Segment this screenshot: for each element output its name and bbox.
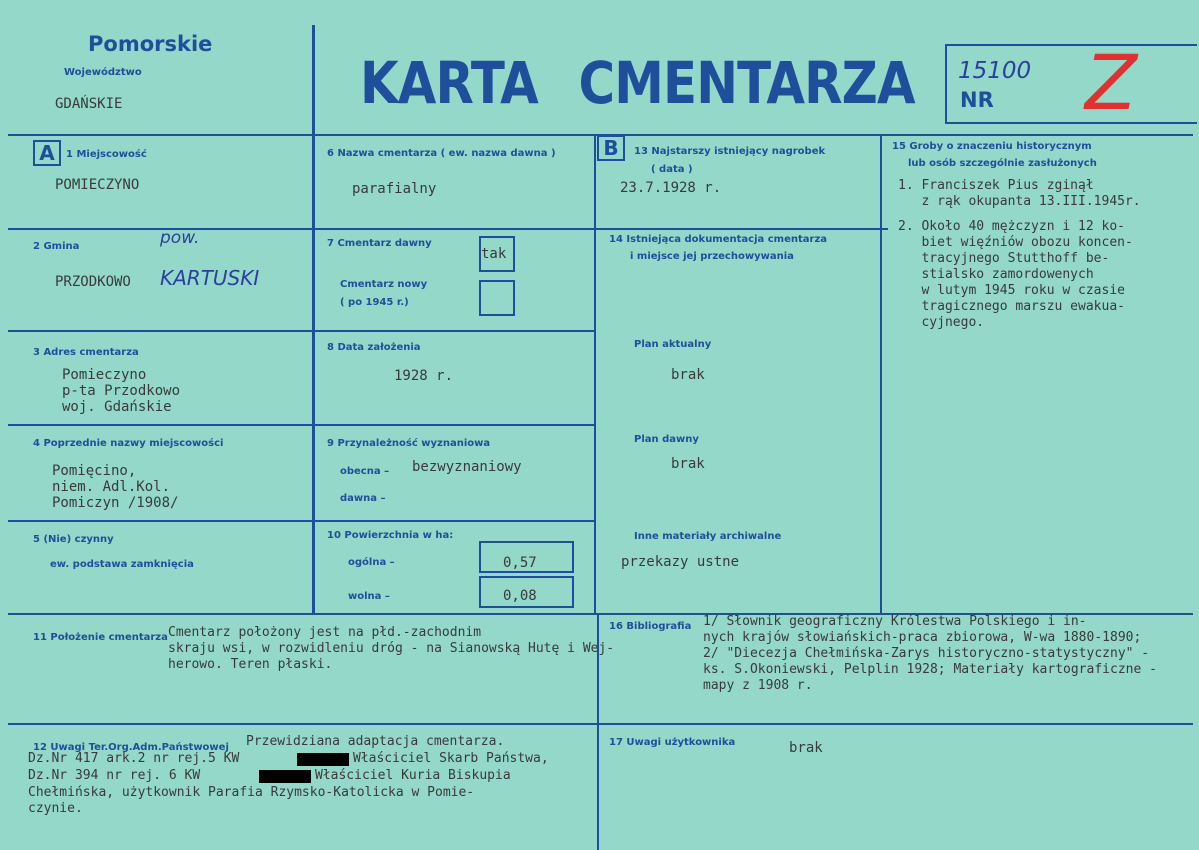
divider: [8, 723, 1193, 725]
field-15-sub: lub osób szczególnie zasłużonych: [908, 158, 1097, 169]
divider: [8, 228, 888, 230]
field-15-entry: 1. Franciszek Pius zginął z rąk okupanta 13.III.1945r.: [898, 178, 1141, 209]
card-number-box: [945, 38, 1197, 127]
field-1-value: POMIECZYNO: [55, 177, 140, 193]
field-9-label: 9 Przynależność wyznaniowa: [327, 438, 491, 449]
field-8-label: 8 Data założenia: [327, 342, 421, 353]
field-7-value: tak: [481, 246, 507, 262]
other-materials-label: Inne materiały archiwalne: [634, 531, 782, 542]
field-12-line3a: Dz.Nr 394 nr rej. 6 KW: [28, 768, 201, 783]
field-13-label: 13 Najstarszy istniejący nagrobek: [634, 146, 826, 157]
field-2-value: PRZODKOWO: [55, 274, 131, 290]
voivodeship-name: Pomorskie: [88, 32, 213, 56]
field-7b-label: Cmentarz nowy: [340, 279, 428, 290]
field-4-label: 4 Poprzednie nazwy miejscowości: [33, 438, 224, 449]
field-9-current-value: bezwyznaniowy: [412, 459, 522, 475]
section-b-marker: B: [597, 135, 625, 161]
field-16-value: 1/ Słownik geograficzny Królestwa Polskiego i in- nych krajów słowiańskich-praca zbiorowa, W-wa 1880-1890; 2/ "Diecezja Chełmińska-Zarys historyczno-statystyczny" - ks. S.Okoniewski, Pelplin 1928; Materiały kartograficzne - mapy z 1908 r.: [703, 614, 1157, 693]
field-7b-checkbox: [479, 280, 515, 316]
field-10-label: 10 Powierzchnia w ha:: [327, 530, 454, 541]
voivodeship-value: GDAŃSKIE: [55, 96, 123, 112]
field-14-label: 14 Istniejąca dokumentacja cmentarza: [609, 234, 828, 245]
divider: [8, 424, 596, 426]
field-2-hand-county: KARTUSKI: [160, 266, 260, 290]
divider: [880, 136, 882, 615]
category-letter: Z: [1085, 38, 1138, 127]
field-12-rest: Chełmińska, użytkownik Parafia Rzymsko-Katolicka w Pomie- czynie.: [28, 785, 475, 816]
field-12-line3b: Właściciel Kuria Biskupia: [315, 768, 511, 783]
field-3-label: 3 Adres cmentarza: [33, 347, 139, 358]
section-a-marker: A: [33, 140, 61, 166]
divider: [8, 520, 596, 522]
field-3-value: Pomieczyno p-ta Przodkowo woj. Gdańskie: [62, 367, 181, 415]
divider: [8, 330, 596, 332]
field-14-sub: i miejsce jej przechowywania: [630, 251, 794, 262]
field-17-value: brak: [789, 740, 823, 756]
field-7b-sub: ( po 1945 r.): [340, 297, 409, 308]
field-10-free-value: 0,08: [503, 588, 537, 604]
field-10-total-value: 0,57: [503, 555, 537, 571]
field-10-total-label: ogólna –: [348, 557, 395, 568]
field-12-label: 12 Uwagi Ter.Org.Adm.Państwowej: [33, 742, 229, 753]
field-13-value: 23.7.1928 r.: [620, 180, 722, 196]
field-10-free-label: wolna –: [348, 591, 390, 602]
field-7-label: 7 Cmentarz dawny: [327, 238, 432, 249]
field-2-label: 2 Gmina: [33, 241, 80, 252]
plan-former-label: Plan dawny: [634, 434, 699, 445]
card-number-handwritten: 15100: [958, 58, 1032, 84]
divider: [312, 25, 315, 615]
field-13-sub: ( data ): [651, 164, 693, 175]
field-9-current-label: obecna –: [340, 466, 390, 477]
divider: [594, 136, 596, 615]
field-1-label: 1 Miejscowość: [66, 149, 147, 160]
field-15-entry: 2. Około 40 mężczyzn i 12 ko- biet więźniów obozu koncen- tracyjnego Stutthoff be- stialsko zamordowenych w lutym 1945 roku w czasie tragicznego marszu ewakua- cyjnego.: [898, 219, 1133, 330]
field-11-value: Cmentarz położony jest na płd.-zachodnim skraju wsi, w rozwidleniu dróg - na Sianowską Hutę i Wej- herowo. Teren płaski.: [168, 625, 615, 672]
field-8-value: 1928 r.: [394, 368, 454, 384]
voivodeship-label: Województwo: [64, 67, 142, 78]
redaction-bar: [259, 770, 311, 783]
redaction-bar: [297, 753, 349, 766]
field-11-label: 11 Położenie cmentarza: [33, 632, 168, 643]
field-6-label: 6 Nazwa cmentarza ( ew. nazwa dawna ): [327, 148, 556, 159]
field-12-line2b: Właściciel Skarb Państwa,: [353, 751, 549, 766]
field-5-sub: ew. podstawa zamknięcia: [50, 559, 194, 570]
plan-former-value: brak: [671, 456, 705, 472]
plan-current-label: Plan aktualny: [634, 339, 712, 350]
field-4-value: Pomięcino, niem. Adl.Kol. Pomiczyn /1908/: [52, 463, 179, 511]
field-6-value: parafialny: [352, 181, 437, 197]
nr-label: NR: [960, 88, 994, 112]
field-12-line1: Przewidziana adaptacja cmentarza.: [246, 734, 505, 749]
field-15-label: 15 Groby o znaczeniu historycznym: [892, 141, 1092, 152]
other-materials-value: przekazy ustne: [621, 554, 740, 570]
field-5-label: 5 (Nie) czynny: [33, 534, 114, 545]
field-2-hand-pow: pow.: [160, 228, 200, 248]
field-9-former-label: dawna –: [340, 493, 386, 504]
plan-current-value: brak: [671, 367, 705, 383]
card-title: KARTA CMENTARZA: [360, 49, 915, 117]
field-12-line2a: Dz.Nr 417 ark.2 nr rej.5 KW: [28, 751, 240, 766]
field-17-label: 17 Uwagi użytkownika: [609, 737, 736, 748]
field-16-label: 16 Bibliografia: [609, 621, 692, 632]
